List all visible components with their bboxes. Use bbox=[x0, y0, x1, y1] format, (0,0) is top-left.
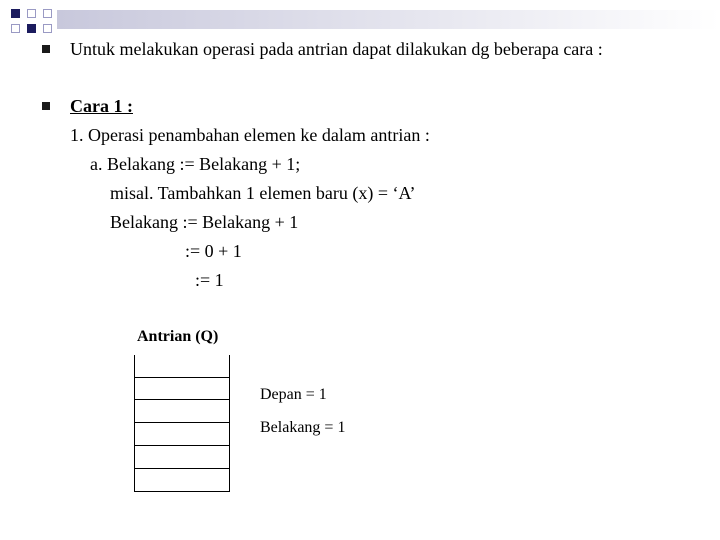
queue-cell-divider bbox=[135, 377, 229, 378]
step-a: a. Belakang := Belakang + 1; bbox=[90, 154, 301, 174]
title-decoration bbox=[0, 0, 720, 40]
bullet-2 bbox=[42, 102, 50, 110]
queue-diagram bbox=[134, 355, 230, 492]
bullet-1 bbox=[42, 45, 50, 53]
queue-label: Antrian (Q) bbox=[137, 328, 219, 345]
intro-line: Untuk melakukan operasi pada antrian dapat dilakukan dg beberapa cara : bbox=[70, 39, 603, 59]
cara-title: Cara 1 : bbox=[70, 96, 133, 116]
depan-value: Depan = 1 bbox=[260, 386, 327, 403]
assignment-line: Belakang := Belakang + 1 bbox=[110, 212, 299, 232]
queue-cell-divider bbox=[135, 399, 229, 400]
operation-heading: 1. Operasi penambahan elemen ke dalam antrian : bbox=[70, 125, 430, 145]
belakang-value: Belakang = 1 bbox=[260, 419, 346, 436]
queue-cell-divider bbox=[135, 445, 229, 446]
calc-step-2: := 1 bbox=[195, 270, 224, 290]
queue-cell-divider bbox=[135, 422, 229, 423]
queue-cell-divider bbox=[135, 468, 229, 469]
example-line: misal. Tambahkan 1 elemen baru (x) = ‘A’ bbox=[110, 183, 416, 203]
calc-step-1: := 0 + 1 bbox=[185, 241, 242, 261]
